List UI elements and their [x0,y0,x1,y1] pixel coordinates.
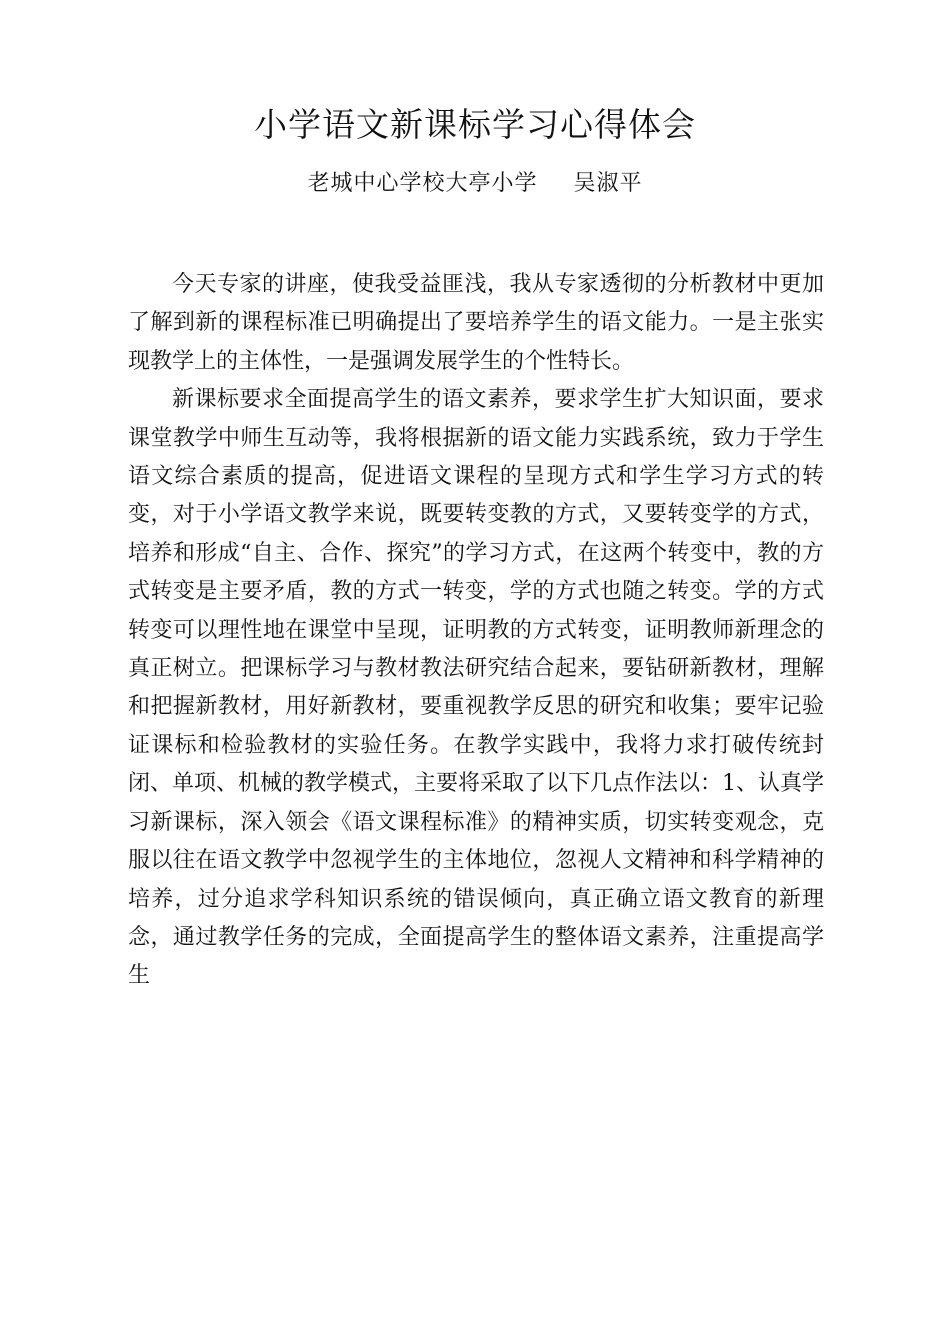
document-body [128,266,824,996]
author-line [0,166,950,202]
document-title: 小学语文新课标学习心得体会 [254,105,696,144]
paragraph: 今天专家的讲座，使我受益匪浅，我从专家透彻的分析教材中更加了解到新的课程标准已明确提出了要培养学生的语文能力。一是主张实现教学上的主体性，一是强调发展学生的个性特长。 [128,272,824,374]
author-school: 老城中心学校大亭小学 [307,171,538,196]
paragraph: 新课标要求全面提高学生的语文素养，要求学生扩大知识面，要求课堂教学中师生互动等，我将根据新的语文能力实践系统，致力于学生语文综合素质的提高，促进语文课程的呈现方式和学生学习方式的转变，对于小学语文教学来说，既要转变教的方式，又要转变学的方式，培养和形成“自主、合作、探究”的学习方式，在这两个转变中，教的方式转变是主要矛盾，教的方式一转变，学的方式也随之转变。学的方式转变可以理性地在课堂中呈现，证明教的方式转变，证明教师新理念的真正树立。把课标学习与教材教法研究结合起来，要钻研新教材，理解和把握新教材，用好新教材，要重视教学反思的研究和收集；要牢记验证课标和检验教材的实验任务。在教学实践中，我将力求打破传统封闭、单项、机械的教学模式，主要将采取了以下几点作法以：1、认真学习新课标，深入领会《语文课程标准》的精神实质，切实转变观念，克服以往在语文教学中忽视学生的主体地位，忽视人文精神和科学精神的培养，过分追求学科知识系统的错误倾向，真正确立语文教育的新理念，通过教学任务的完成，全面提高学生的整体语文素养，注重提高学生 [128,387,824,989]
author-name: 吴淑平 [573,171,643,196]
